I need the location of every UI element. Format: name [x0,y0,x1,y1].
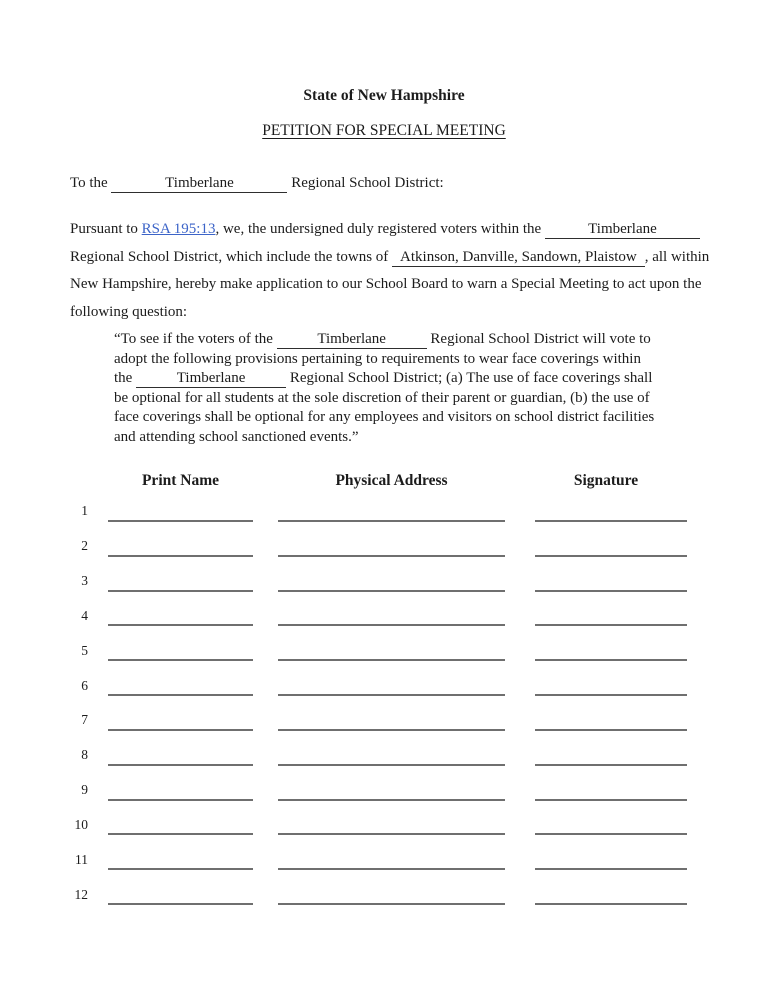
physical-address-line [278,659,505,661]
addressee-line [70,174,710,193]
paragraph-text: Regional School District, which include the towns of [70,248,393,265]
signature-line [535,833,687,835]
print-name-line [108,868,253,870]
print-name-line [108,833,253,835]
signature-line [535,694,687,696]
print-name-line [108,729,253,731]
row-number: 6 [81,677,88,693]
addressee-suffix: Regional School District: [291,175,444,191]
paragraph-text: Pursuant to [70,221,142,237]
paragraph-text: , we, the undersigned duly registered voters within the [215,221,545,237]
print-name-line [108,694,253,696]
table-row [60,801,700,836]
signature-line [535,764,687,766]
district-name-blank: Timberlane [277,331,427,349]
row-number: 9 [81,782,88,798]
signature-line [535,903,687,905]
physical-address-line [278,764,505,766]
signature-line [535,590,687,592]
petition-paragraph [70,216,710,326]
print-name-line [108,764,253,766]
row-number: 4 [81,607,88,623]
district-name-blank: Timberlane [136,370,286,388]
table-row [60,696,700,731]
print-name-line [108,624,253,626]
row-number: 10 [74,816,88,832]
table-row [60,870,700,905]
row-number: 1 [81,503,88,519]
towns-list-blank: Atkinson, Danville, Sandown, Plaistow [392,249,645,267]
table-row [60,487,700,522]
physical-address-line [278,729,505,731]
table-row [60,522,700,557]
table-row [60,731,700,766]
print-name-line [108,555,253,557]
table-row [60,661,700,696]
row-number: 2 [81,538,88,554]
print-name-line [108,659,253,661]
addressee-prefix: To the [70,175,108,191]
print-name-line [108,520,253,522]
physical-address-line [278,799,505,801]
signature-line [535,799,687,801]
print-name-line [108,799,253,801]
column-header-signature: Signature [573,472,639,489]
column-header-physical-address: Physical Address [335,472,448,489]
signature-table [60,487,700,905]
print-name-line [108,903,253,905]
rsa-statute-link[interactable]: RSA 195:13 [141,221,216,237]
signature-line [535,520,687,522]
signature-line [535,555,687,557]
warrant-question-quote [114,330,662,448]
row-number: 5 [81,642,88,658]
table-row [60,766,700,801]
quote-text: “To see if the voters of the [114,331,277,347]
signature-line [535,659,687,661]
document-subtitle: PETITION FOR SPECIAL MEETING [262,122,506,139]
physical-address-line [278,868,505,870]
signature-line [535,624,687,626]
row-number: 3 [81,573,88,589]
physical-address-line [278,520,505,522]
row-number: 8 [81,747,88,763]
column-header-print-name: Print Name [141,472,220,489]
print-name-line [108,590,253,592]
row-number: 7 [81,712,88,728]
quote-text: Regional School District; (a) The use of face coverings shall be optional for all students at the sole discretion of their parent or guardian, (b) the use of face coverings shall be optional for any employees and visitors on school district facilities and attending school sanctioned events.” [114,370,655,445]
table-row [60,626,700,661]
signature-line [535,729,687,731]
table-row [60,835,700,870]
physical-address-line [278,903,505,905]
row-number: 12 [74,886,88,902]
paragraph-text: , all within New Hampshire, hereby make application to our School Board to warn a Special Meeting to act upon the following question: [70,248,710,320]
physical-address-line [278,694,505,696]
table-row [60,557,700,592]
district-name-blank: Timberlane [545,221,700,239]
physical-address-line [278,590,505,592]
row-number: 11 [75,851,88,867]
signature-line [535,868,687,870]
quote-text: Regional School District will vote to adopt the following provisions pertaining to requirements to wear face coverings within the [114,331,651,387]
table-row [60,592,700,627]
document-title: State of New Hampshire [303,87,465,104]
physical-address-line [278,833,505,835]
addressee-district-blank: Timberlane [111,175,287,193]
physical-address-line [278,624,505,626]
physical-address-line [278,555,505,557]
